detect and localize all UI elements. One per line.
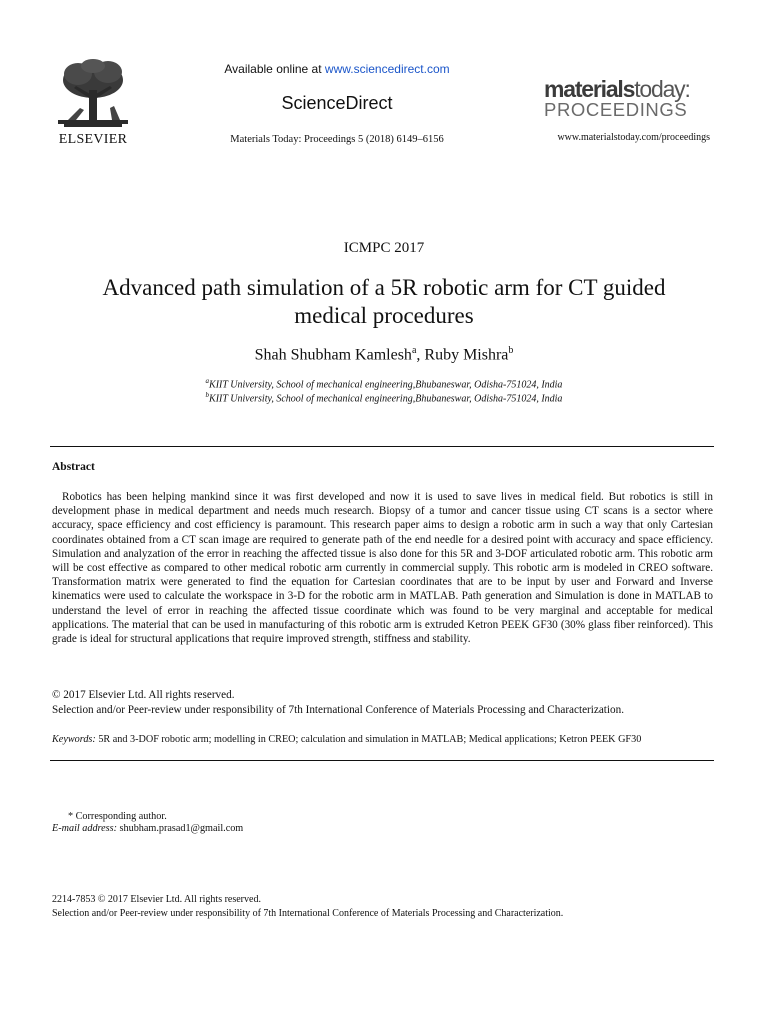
conference-name: ICMPC 2017 [343,240,425,256]
sciencedirect-link[interactable]: www.sciencedirect.com [324,62,450,76]
sciencedirect-name: ScienceDirect [281,93,393,113]
corresponding-author-note: * Corresponding author. [68,811,167,822]
affiliation-text: KIIT University, School of mechanical engineering,Bhubaneswar, Odisha-751024, India [209,379,563,391]
materials-today-url[interactable]: www.materialstoday.com/proceedings [557,132,710,143]
footer-peer-review: Selection and/or Peer-review under responsibility of 7th International Conference of Materials Processing and Characterization. [52,908,564,919]
affiliation-mark: b [205,391,210,399]
mt-logo-line1 [544,78,714,100]
affiliation-mark: a [205,377,210,385]
abstract-heading: Abstract [52,461,95,473]
author-line [0,345,768,364]
mt-logo-line2: PROCEEDINGS [544,99,688,120]
keywords-line [52,734,716,745]
divider-rule [50,446,714,447]
author-name: Shah Shubham Kamlesh [254,346,412,364]
available-online-line [160,62,514,76]
author-affil-mark: a [411,345,417,356]
abstract-body: Robotics has been helping mankind since it was first developed and now it is used to save lives in medical field. But robotics is still in development phase in medical department and needs much research. Biopsy of a tumor and cancer tissue using CT scans is a sector where accuracy, space efficiency and cost efficiency is paramount. This research paper aims to design a robotic arm in such a way that only Cartesian coordinates obtained from a CT scan image are required to generate path of the end needle for a desired point with accuracy and space efficiency. Simulation and analyzation of the error in reaching the affected tissue is also done for this 5R and 3-DOF articulated robotic arm. This robotic arm will be cost effective as compared to other medical robotic arm currently in commercial supply. This robotic arm is modeled in CREO software. Transformation matrix were generated to find the equation for Cartesian coordinates that are to be input by user and Forward and Inverse kinematics were used to calculate the workspace in 3-D for the robotic arm in MATLAB. Path generation and Simulation is done in MATLAB to understand the level of error in reaching the affected tissue coordinate which was found to be very marginal and acceptable for medical applications. The material that can be used in manufacturing of this robotic arm is extruded Ketron PEEK GF30 (30% glass fiber reinforced). This grade is ideal for structural applications that require improved strength, stiffness and stability. [52,491,713,646]
elsevier-wordmark: ELSEVIER [58,132,128,147]
available-prefix: Available online at [224,62,325,76]
affiliation-text: KIIT University, School of mechanical engineering,Bhubaneswar, Odisha-751024, India [209,393,563,405]
materials-today-logo [544,78,714,122]
author-name: Ruby Mishra [424,346,509,364]
keywords-label: Keywords: [52,734,96,745]
copyright-line: © 2017 Elsevier Ltd. All rights reserved. [52,689,235,701]
email-address[interactable]: shubham.prasad1@gmail.com [117,823,244,834]
issn-line: 2214-7853 © 2017 Elsevier Ltd. All rights reserved. [52,894,261,905]
affiliation-a [0,377,768,390]
paper-title: Advanced path simulation of a 5R robotic arm for CT guided medical procedures [102,275,666,328]
keywords-list: 5R and 3-DOF robotic arm; modelling in CREO; calculation and simulation in MATLAB; Medical applications; Ketron PEEK GF30 [95,734,642,745]
peer-review-statement: Selection and/or Peer-review under responsibility of 7th International Conference of Materials Processing and Characterization. [52,704,625,716]
email-label: E-mail address: [52,823,117,834]
journal-reference: Materials Today: Proceedings 5 (2018) 6149–6156 [230,134,444,145]
mt-logo-bold: materials [544,76,635,102]
author-separator: , [416,346,425,364]
elsevier-logo [50,58,136,150]
email-line [52,823,243,834]
affiliation-b [0,391,768,404]
mt-logo-light: today: [634,76,690,102]
divider-rule [50,760,714,761]
elsevier-tree-icon [50,58,136,130]
author-affil-mark: b [508,345,514,356]
